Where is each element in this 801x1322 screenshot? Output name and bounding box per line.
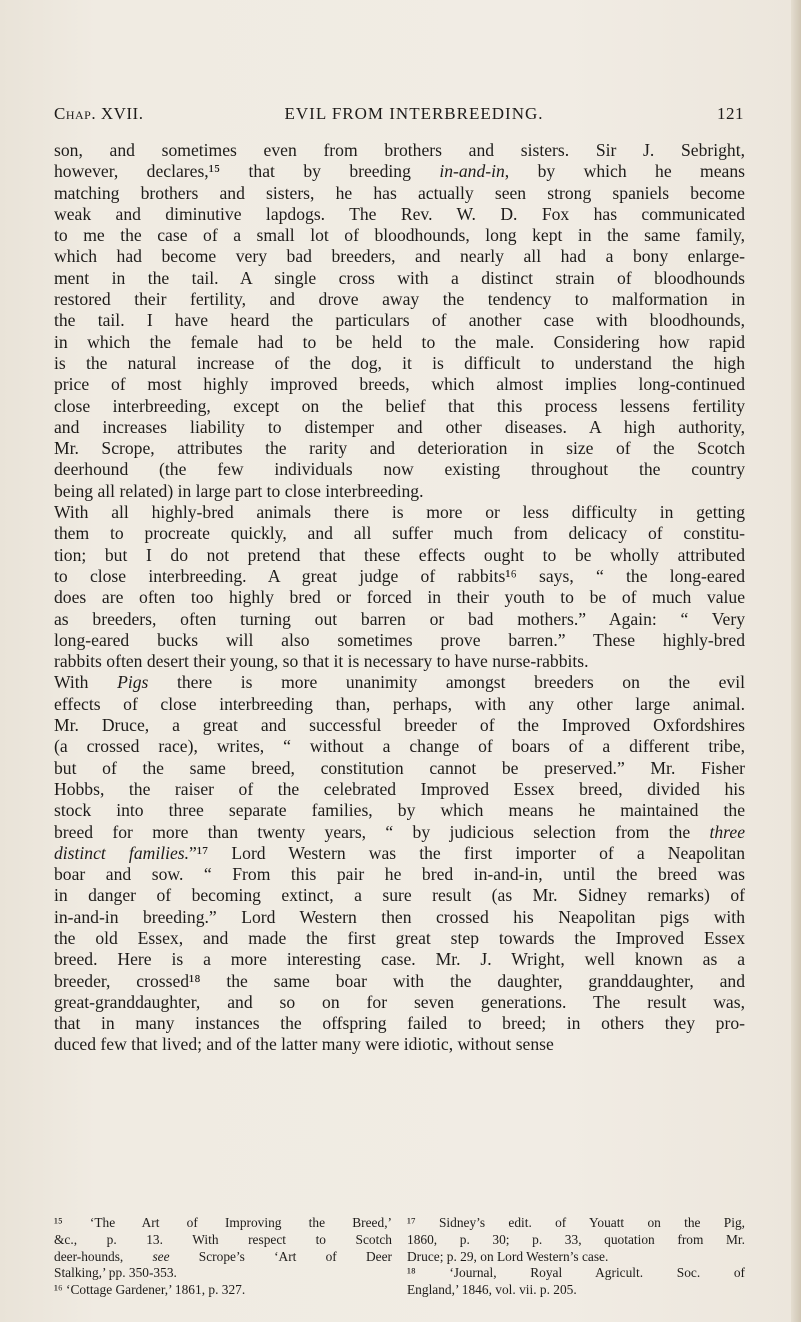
text-line: them to procreate quickly, and all suffer much from delicacy of constitu- [54,523,745,544]
text-line: however, declares,¹⁵ that by breeding in-and-in, by which he means [54,161,745,182]
text-line: restored their fertility, and drove away the tendency to malformation in [54,289,745,310]
text-line: weak and diminutive lapdogs. The Rev. W. D. Fox has communicated [54,203,745,224]
text-line: distinct families.”¹⁷ Lord Western was the first importer of a Neapolitan [54,842,745,863]
text-line: With Pigs there is more unanimity amongst breeders on the evil [54,672,745,693]
text-line: close interbreeding, except on the belief that this process lessens fertility [54,395,745,416]
text-line: stock into three separate families, by which means he maintained the [54,800,745,821]
text-line: breeder, crossed¹⁸ the same boar with the daughter, granddaughter, and [54,970,745,991]
text-line: Hobbs, the raiser of the celebrated Improved Essex breed, divided his [54,778,745,799]
page-number: 121 [717,104,744,123]
footnotes-right-column [407,1215,745,1299]
chapter-label: Chap. XVII. [54,104,144,123]
text-line: effects of close interbreeding than, perhaps, with any other large animal. [54,693,745,714]
text-line: the old Essex, and made the first great step towards the Improved Essex [54,927,745,948]
text-line: which had become very bad breeders, and nearly all had a bony enlarge- [54,246,745,267]
text-line: long-eared bucks will also sometimes prove barren.” These highly-bred [54,629,745,650]
footnote-line: ¹⁸ ‘Journal, Royal Agricult. Soc. of [407,1265,745,1281]
running-title: EVIL FROM INTERBREEDING. [284,104,544,123]
footnote-line: &c., p. 13. With respect to Scotch [54,1231,392,1247]
text-line: breed for more than twenty years, “ by judicious selection from the three [54,821,745,842]
text-line: but of the same breed, constitution cannot be preserved.” Mr. Fisher [54,757,745,778]
footnote-line: deer-hounds, see Scrope’s ‘Art of Deer [54,1248,392,1264]
footnote-line: Stalking,’ pp. 350-353. [54,1265,177,1281]
text-line: price of most highly improved breeds, which almost implies long-continued [54,374,745,395]
text-line: to close interbreeding. A great judge of rabbits¹⁶ says, “ the long-eared [54,565,745,586]
page-edge [791,0,801,1322]
text-line: Mr. Druce, a great and successful breeder of the Improved Oxfordshires [54,715,745,736]
text-line: duced few that lived; and of the latter many were idiotic, without sense [54,1034,554,1055]
footnote-line: England,’ 1846, vol. vii. p. 205. [407,1282,577,1298]
running-header [54,104,744,130]
body-text [54,140,745,1056]
footnote-line: ¹⁶ ‘Cottage Gardener,’ 1861, p. 327. [54,1282,246,1298]
text-line: as breeders, often turning out barren or bad mothers.” Again: “ Very [54,608,745,629]
text-line: in-and-in breeding.” Lord Western then crossed his Neapolitan pigs with [54,906,745,927]
text-line: does are often too highly bred or forced in their youth to be of much value [54,587,745,608]
footnote-line: 1860, p. 30; p. 33, quotation from Mr. [407,1231,745,1247]
footnote-line: ¹⁵ ‘The Art of Improving the Breed,’ [54,1215,392,1230]
text-line: and increases liability to distemper and other diseases. A high authority, [54,416,745,437]
text-line: being all related) in large part to close interbreeding. [54,480,424,501]
text-line: to me the case of a small lot of bloodhounds, long kept in the same family, [54,225,745,246]
text-line: in which the female had to be held to the male. Considering how rapid [54,331,745,352]
text-line: boar and sow. “ From this pair he bred in-and-in, until the breed was [54,864,745,885]
text-line: that in many instances the offspring failed to breed; in others they pro- [54,1013,745,1034]
footnote-line: Druce; p. 29, on Lord Western’s case. [407,1248,609,1264]
text-line: tion; but I do not pretend that these effects ought to be wholly attributed [54,544,745,565]
text-line: the tail. I have heard the particulars of another case with bloodhounds, [54,310,745,331]
text-line: is the natural increase of the dog, it is difficult to understand the high [54,352,745,373]
text-line: in danger of becoming extinct, a sure result (as Mr. Sidney remarks) of [54,885,745,906]
text-line: With all highly-bred animals there is more or less difficulty in getting [54,502,745,523]
text-line: ment in the tail. A single cross with a distinct strain of bloodhounds [54,267,745,288]
text-line: (a crossed race), writes, “ without a change of boars of a different tribe, [54,736,745,757]
footnotes [54,1215,745,1315]
text-line: deerhound (the few individuals now existing throughout the country [54,459,745,480]
footnote-line: ¹⁷ Sidney’s edit. of Youatt on the Pig, [407,1215,745,1230]
text-line: son, and sometimes even from brothers and sisters. Sir J. Sebright, [54,140,745,160]
text-line: rabbits often desert their young, so that it is necessary to have nurse-rabbits. [54,651,589,672]
text-line: Mr. Scrope, attributes the rarity and deterioration in size of the Scotch [54,438,745,459]
footnotes-left-column [54,1215,392,1299]
text-line: great-granddaughter, and so on for seven generations. The result was, [54,991,745,1012]
text-line: breed. Here is a more interesting case. Mr. J. Wright, well known as a [54,949,745,970]
text-line: matching brothers and sisters, he has actually seen strong spaniels become [54,182,745,203]
